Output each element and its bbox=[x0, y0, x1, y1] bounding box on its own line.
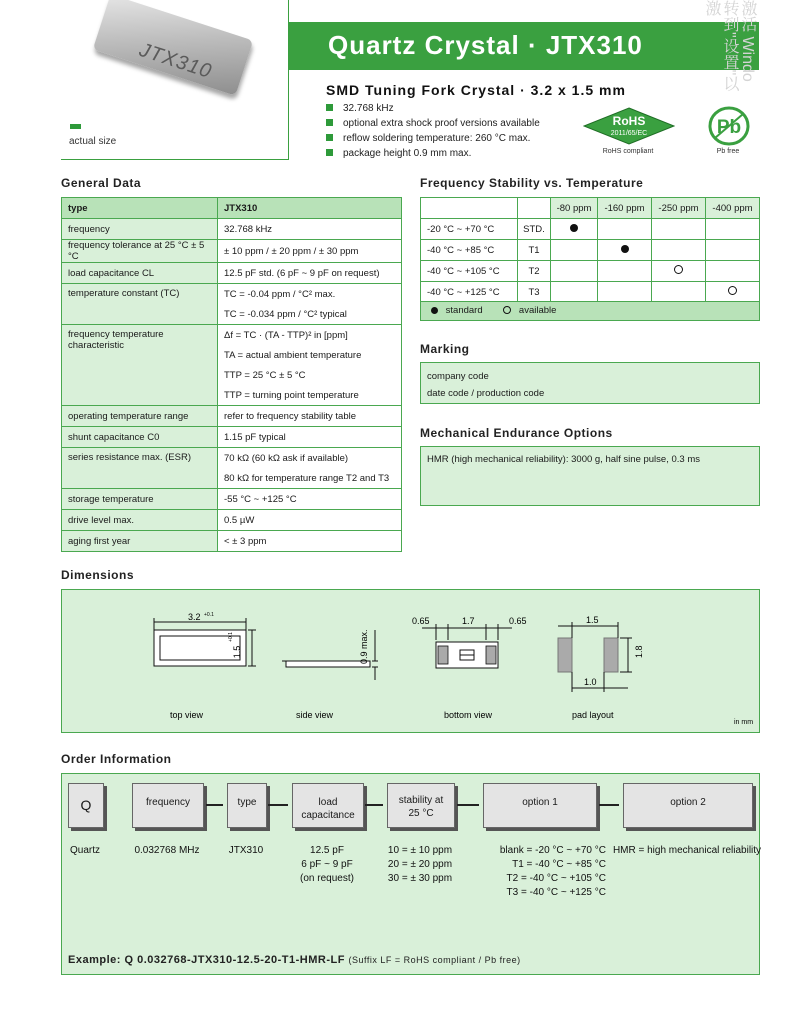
table-row: TA = actual ambient temperature bbox=[62, 345, 402, 365]
view-label: side view bbox=[296, 710, 334, 720]
endurance-box bbox=[420, 446, 760, 506]
marking-heading: Marking bbox=[420, 342, 470, 356]
available-circle-icon bbox=[728, 286, 737, 295]
general-data-table bbox=[61, 197, 402, 552]
table-row: -40 °C ~ +85 °C T1 bbox=[421, 240, 760, 261]
side-view-drawing bbox=[282, 629, 378, 680]
table-row: series resistance max. (ESR) 70 kΩ (60 kΩ ask if available) bbox=[62, 448, 402, 469]
rohs-line1: RoHS bbox=[612, 114, 646, 128]
bullet-square-icon bbox=[326, 104, 333, 111]
actual-size-label: actual size bbox=[69, 136, 117, 147]
pad-gap-label: 1.0 bbox=[584, 677, 597, 687]
order-box-type: type bbox=[227, 783, 267, 828]
feature-item: optional extra shock proof versions available bbox=[326, 116, 540, 131]
order-dash bbox=[206, 804, 223, 806]
table-row: TTP = turning point temperature bbox=[62, 385, 402, 406]
page-subtitle: SMD Tuning Fork Crystal · 3.2 x 1.5 mm bbox=[326, 82, 626, 98]
table-row: 80 kΩ for temperature range T2 and T3 bbox=[62, 468, 402, 489]
table-row: drive level max. 0.5 µW bbox=[62, 510, 402, 531]
order-box-option2: option 2 bbox=[623, 783, 753, 828]
rohs-badge-icon bbox=[583, 107, 675, 145]
order-value-option1: blank = -20 °C ~ +70 °C T1 = -40 °C ~ +85 °C T2 = -40 °C ~ +105 °C T3 = -40 °C ~ +125 °C bbox=[499, 845, 606, 898]
table-row: aging first year < ± 3 ppm bbox=[62, 531, 402, 552]
view-label: pad layout bbox=[572, 710, 614, 720]
order-value-frequency: 0.032768 MHz bbox=[134, 845, 200, 856]
rohs-caption: RoHS compliant bbox=[602, 148, 654, 155]
table-row: type JTX310 bbox=[62, 198, 402, 219]
order-box-q: Q bbox=[68, 783, 104, 828]
dimensions-box bbox=[61, 589, 760, 733]
standard-dot-icon bbox=[431, 307, 438, 314]
feature-list bbox=[326, 101, 540, 161]
unit-label: in mm bbox=[734, 719, 754, 726]
order-heading: Order Information bbox=[61, 752, 172, 766]
top-height-label: 1.5 bbox=[232, 645, 242, 659]
order-box-load: load capacitance bbox=[292, 783, 364, 828]
order-box bbox=[61, 773, 760, 975]
table-row bbox=[421, 198, 760, 219]
order-value-load: 12.5 pF 6 pF ~ 9 pF (on request) bbox=[300, 845, 354, 884]
watermark-text: 激活 Windo 转到"设置"以激 bbox=[703, 0, 756, 92]
order-value-type: JTX310 bbox=[228, 845, 264, 856]
bullet-square-icon bbox=[326, 134, 333, 141]
standard-dot-icon bbox=[570, 224, 578, 232]
order-dash bbox=[268, 804, 288, 806]
available-circle-icon bbox=[503, 306, 511, 314]
order-value-q: Quartz bbox=[69, 845, 100, 856]
marking-line: company code bbox=[427, 371, 489, 382]
stability-legend: standard available bbox=[420, 301, 760, 321]
view-label: top view bbox=[170, 710, 204, 720]
marking-line: date code / production code bbox=[427, 388, 545, 399]
general-data-heading: General Data bbox=[61, 176, 142, 190]
view-label: bottom view bbox=[444, 710, 493, 720]
page-title: Quartz Crystal · JTX310 bbox=[328, 30, 643, 60]
rohs-line2: 2011/65/EC bbox=[610, 130, 648, 137]
table-row: shunt capacitance C0 1.15 pF typical bbox=[62, 427, 402, 448]
pb-caption: Pb free bbox=[716, 148, 740, 155]
order-value-stability: 10 = ± 10 ppm 20 = ± 20 ppm 30 = ± 30 ppm bbox=[387, 845, 453, 884]
order-box-option1: option 1 bbox=[483, 783, 597, 828]
top-width-label: 3.2 bbox=[188, 612, 201, 622]
table-row: -20 °C ~ +70 °C STD. bbox=[421, 219, 760, 240]
order-dash bbox=[365, 804, 383, 806]
column-header: -400 ppm bbox=[705, 198, 759, 219]
column-header: -80 ppm bbox=[551, 198, 598, 219]
pad-layout-drawing bbox=[558, 615, 644, 692]
bottom-a-label: 0.65 bbox=[412, 616, 430, 626]
pad-height-label: 1.8 bbox=[634, 645, 644, 658]
order-example: Example: Q 0.032768-JTX310-12.5-20-T1-HMR-LF (Suffix LF = RoHS compliant / Pb free) bbox=[68, 954, 521, 966]
actual-size-mark bbox=[70, 124, 81, 129]
order-box-stability: stability at 25 °C bbox=[387, 783, 455, 828]
stability-heading: Frequency Stability vs. Temperature bbox=[420, 176, 644, 190]
bottom-view-drawing bbox=[412, 616, 527, 668]
table-row: -40 °C ~ +105 °C T2 bbox=[421, 261, 760, 282]
pb-free-icon bbox=[707, 106, 751, 146]
side-height-label: 0.9 max. bbox=[359, 629, 369, 664]
standard-dot-icon bbox=[621, 245, 629, 253]
top-view-drawing bbox=[154, 612, 256, 666]
table-row: frequency 32.768 kHz bbox=[62, 219, 402, 240]
column-header: -160 ppm bbox=[598, 198, 652, 219]
order-value-option2: HMR = high mechanical reliability bbox=[612, 845, 762, 856]
top-width-tol: +0.1 bbox=[204, 612, 214, 618]
bullet-square-icon bbox=[326, 119, 333, 126]
feature-item: 32.768 kHz bbox=[326, 101, 540, 116]
bullet-square-icon bbox=[326, 149, 333, 156]
top-height-tol: +0.1 bbox=[228, 632, 234, 642]
table-row: operating temperature range refer to frequency stability table bbox=[62, 406, 402, 427]
order-box-frequency: frequency bbox=[132, 783, 204, 828]
available-circle-icon bbox=[674, 265, 683, 274]
feature-item: package height 0.9 mm max. bbox=[326, 146, 540, 161]
order-dash bbox=[457, 804, 479, 806]
marking-box bbox=[420, 362, 760, 404]
dimensions-heading: Dimensions bbox=[61, 568, 135, 582]
table-row: -40 °C ~ +125 °C T3 bbox=[421, 282, 760, 303]
endurance-heading: Mechanical Endurance Options bbox=[420, 426, 613, 440]
table-row: frequency temperature characteristic Δf = TC · (TA - TTP)² in [ppm] bbox=[62, 325, 402, 346]
bottom-c-label: 0.65 bbox=[509, 616, 527, 626]
pb-symbol: Pb bbox=[716, 117, 742, 138]
table-row: storage temperature -55 °C ~ +125 °C bbox=[62, 489, 402, 510]
endurance-text: HMR (high mechanical reliability): 3000 g, half sine pulse, 0.3 ms bbox=[427, 454, 700, 465]
bottom-b-label: 1.7 bbox=[462, 616, 475, 626]
table-row: TC = -0.034 ppm / °C² typical bbox=[62, 304, 402, 325]
feature-item: reflow soldering temperature: 260 °C max. bbox=[326, 131, 540, 146]
order-dash bbox=[599, 804, 619, 806]
table-row: temperature constant (TC) TC = -0.04 ppm / °C² max. bbox=[62, 284, 402, 305]
dimension-drawings bbox=[62, 590, 761, 734]
column-header: -250 ppm bbox=[652, 198, 706, 219]
table-row: TTP = 25 °C ± 5 °C bbox=[62, 365, 402, 385]
stability-table bbox=[420, 197, 760, 303]
chip-marking: JTX310 bbox=[136, 38, 215, 84]
table-row: load capacitance CL 12.5 pF std. (6 pF ~ 9 pF on request) bbox=[62, 263, 402, 284]
pad-width-label: 1.5 bbox=[586, 615, 599, 625]
table-row: frequency tolerance at 25 °C ± 5 °C ± 10 ppm / ± 20 ppm / ± 30 ppm bbox=[62, 240, 402, 263]
